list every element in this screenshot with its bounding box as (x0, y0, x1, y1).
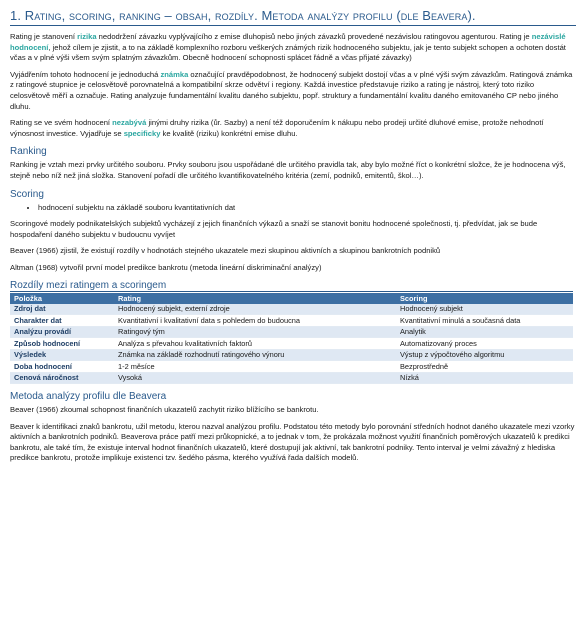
table-cell: Ratingový tým (114, 326, 396, 338)
table-header-row (10, 293, 573, 304)
table-cell: Vysoká (114, 372, 396, 384)
beaver-paragraph-2: Beaver k identifikaci znaků bankrotu, užil metodu, kterou nazval analýzou profilu. Podstatou této metody bylo porovnání středních hodnot daného ukazatele mezi vzorky aktivních a bankrotních podniků. Beaverova práce patří mezi průkopnické, a to jednak v tom, že prokázala možnost využití finančních poměrových ukazatelů k predikci bankrotu, ale také tím, že existuje interval hodnot finančních ukazatelů, které dostupují jak aktivní, tak bankrotní podniky. Tento interval je velmi závažný z hlediska predikce bankrotu, protože implikuje existenci tzv. šedého pásma, kterého využívá řada dalších modelů. (10, 421, 575, 463)
table-row (10, 361, 573, 373)
table-title: Rozdíly mezi ratingem a scoringem (10, 280, 573, 292)
table-row (10, 372, 573, 384)
keyword: nezabývá (112, 118, 147, 128)
table-row (10, 349, 573, 361)
table-cell: Výsledek (10, 349, 114, 361)
table-cell: Kvantitativní i kvalitativní data s pohledem do budoucna (114, 315, 396, 327)
keyword: specificky (123, 128, 161, 138)
table-cell: Kvantitativní minulá a současná data (396, 315, 573, 327)
beaver-heading: Metoda analýzy profilu dle Beavera (10, 391, 167, 402)
table-cell: Bezprostředně (396, 361, 573, 373)
beaver-paragraph-1: Beaver (1966) zkoumal schopnost finančních ukazatelů zachytit riziko blížícího se bankrotu. (10, 405, 319, 414)
scoring-heading: Scoring (10, 188, 44, 200)
table-cell: Zdroj dat (10, 304, 114, 315)
text-run: Vyjádřením tohoto hodnocení je jednoduchá (10, 69, 161, 79)
column-header: Rating (114, 293, 396, 304)
table-cell: Charakter dat (10, 315, 114, 327)
table-cell: Hodnocený subjekt (396, 304, 573, 315)
comparison-table (10, 293, 573, 385)
keyword: rizika (77, 32, 97, 41)
table-row (10, 338, 573, 350)
rating-paragraph-2 (10, 70, 576, 112)
text-run: označující pravděpodobnost, že hodnocený subjekt dostojí včas a v plné výši svým závazkům. Ratingová známka z ratingové stupnice je celosvětově porovnatelná a kompatibilní skrze odvětví i regiony. Každá investice představuje riziko a rating je nástroj, který toto riziko celosvětově měří a označuje. Rating analyzuje fundamentální kvalitu daného subjektu, popř. struktury a fundamentální kvalitu daného emitovaného CP nebo jiného dluhu. (10, 69, 573, 111)
rating-paragraph-1 (10, 32, 576, 64)
table-cell: Výstup z výpočtového algoritmu (396, 349, 573, 361)
keyword: známka (160, 69, 189, 79)
table-row (10, 326, 573, 338)
text-run: , jehož cílem je zjistit, a to na základě komplexního rozboru veškerých známých rizik hodnoceného subjektu, jak je tento subjekt schopen a ochoten dostát včas a v plné výši všem svým splatným závazkům. Obecně hodnocení schopnosti splácet řádně a včas přijaté závazky) (10, 42, 566, 63)
text-run: nedodržení závazku vyplývajícího z emise dluhopisů nebo jiných závazků provedené nezávislou ratingovou agenturou. Rating je (96, 32, 532, 41)
table-cell: Doba hodnocení (10, 361, 114, 373)
table-row (10, 304, 573, 315)
title-text: Rating, scoring, ranking – obsah, rozdíly. Metoda analýzy profilu (dle Beavera). (24, 8, 476, 23)
rating-paragraph-3 (10, 118, 576, 139)
table-cell: Známka na základě rozhodnutí ratingového výnoru (114, 349, 396, 361)
table-cell: Analýza s převahou kvalitativních faktorů (114, 338, 396, 350)
table-row (10, 315, 573, 327)
column-header: Scoring (396, 293, 573, 304)
table-cell: Analytik (396, 326, 573, 338)
scoring-bullet-list (10, 203, 576, 214)
column-header: Položka (10, 293, 114, 304)
table-cell: Analýzu provádí (10, 326, 114, 338)
table-cell: Způsob hodnocení (10, 338, 114, 350)
title-number: 1. (10, 8, 22, 23)
scoring-paragraph-2: Beaver (1966) zjistil, že existují rozdíly v hodnotách stejného ukazatele mezi skupinou aktivních a skupinou bankrotních podniků (10, 246, 441, 256)
text-run: Rating je stanovení (10, 32, 78, 41)
text-run: Rating se ve svém hodnocení (10, 118, 113, 128)
page-title (10, 8, 576, 26)
ranking-paragraph: Ranking je vztah mezi prvky určitého souboru. Prvky souboru jsou uspořádané dle určitého pravidla tak, aby bylo možné říct o konkrétní složce, že je hodnocena výš, stejně nebo níž než jiná složka. Stanovení pořadí dle určitého kvantifikovatelného kritéria (zemí, podniků, emitentů, škol…). (10, 160, 566, 180)
ranking-heading: Ranking (10, 146, 47, 158)
scoring-paragraph-1: Scoringové modely podnikatelských subjektů vycházejí z jejich finančních výkazů a snaží se stanovit bonitu hodnocené společnosti, tj. předvídat, jak se bude hospodaření daného subjektu v budoucnu vyvíjet (10, 219, 538, 239)
table-cell: Nízká (396, 372, 573, 384)
text-run: ke kvalitě (riziku) konkrétní emise dluhu. (160, 128, 298, 138)
keyword: nezávislé hodnocení (10, 32, 566, 52)
table-cell: 1-2 měsíce (114, 361, 396, 373)
scoring-paragraph-3: Altman (1968) vytvořil první model predikce bankrotu (metoda lineární diskriminační analýzy) (10, 262, 322, 272)
text-run: jinými druhy rizika (ůr. Sazby) a není též doporučením k nákupu nebo prodeji určité dluhové emise, protože nehodnotí výnosnost investice. Vyjadřuje se (10, 118, 544, 138)
table-cell: Hodnocený subjekt, externí zdroje (114, 304, 396, 315)
table-cell: Automatizovaný proces (396, 338, 573, 350)
list-item: • hodnocení subjektu na základě souboru kvantitativních dat (38, 203, 576, 214)
table-cell: Cenová náročnost (10, 372, 114, 384)
